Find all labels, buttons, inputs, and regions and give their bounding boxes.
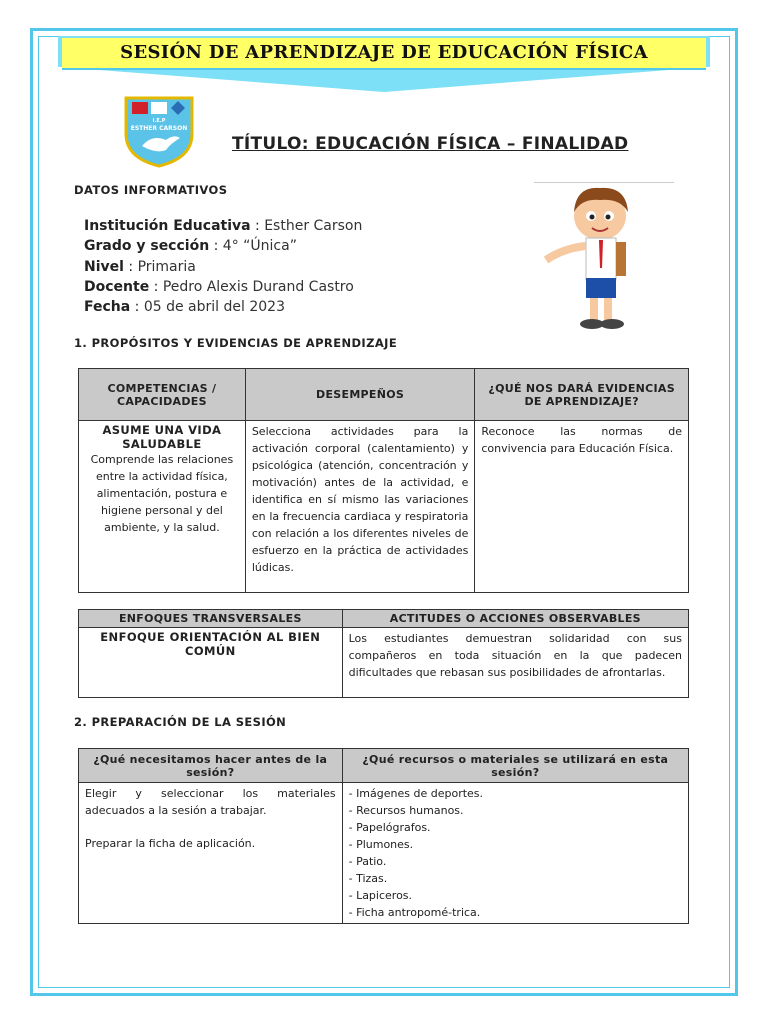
column-header: COMPETENCIAS / CAPACIDADES bbox=[79, 369, 246, 421]
section2-heading: 2. PREPARACIÓN DE LA SESIÓN bbox=[74, 715, 287, 729]
preparacion-table bbox=[78, 748, 689, 924]
column-header: DESEMPEÑOS bbox=[245, 369, 475, 421]
recursos-list bbox=[349, 785, 682, 921]
antes-item: Elegir y seleccionar los materiales adecuados a la sesión a trabajar. bbox=[85, 787, 336, 817]
recurso-item: - Recursos humanos. bbox=[349, 802, 682, 819]
logo-abbr: I.E.P bbox=[152, 118, 166, 124]
enfoque-cell: ENFOQUE ORIENTACIÓN AL BIEN COMÚN bbox=[79, 628, 343, 698]
student-illustration bbox=[536, 178, 676, 336]
column-header: ¿Qué necesitamos hacer antes de la sesión? bbox=[79, 749, 343, 783]
datos-row: Nivel : Primaria bbox=[84, 258, 196, 275]
propositos-table bbox=[78, 368, 689, 593]
datos-row: Grado y sección : 4° “Única” bbox=[84, 238, 297, 255]
recurso-item: - Patio. bbox=[349, 853, 682, 870]
datos-row: Fecha : 05 de abril del 2023 bbox=[84, 299, 285, 316]
competencia-body: Comprende las relaciones entre la actividad física, alimentación, postura e higiene personal y del ambiente, y la salud. bbox=[90, 453, 234, 534]
competencia-title: ASUME UNA VIDA SALUDABLE bbox=[102, 423, 222, 451]
section1-heading: 1. PROPÓSITOS Y EVIDENCIAS DE APRENDIZAJE bbox=[74, 336, 398, 350]
column-header: ¿Qué recursos o materiales se utilizará en esta sesión? bbox=[342, 749, 688, 783]
logo-school-name: ESTHER CARSON bbox=[130, 125, 188, 132]
school-logo bbox=[122, 94, 196, 168]
recurso-item: - Ficha antropomé-trica. bbox=[349, 904, 682, 921]
column-header: ¿QUÉ NOS DARÁ EVIDENCIAS DE APRENDIZAJE? bbox=[475, 369, 689, 421]
antes-item: Preparar la ficha de aplicación. bbox=[85, 837, 256, 850]
datos-row: Docente : Pedro Alexis Durand Castro bbox=[84, 278, 354, 295]
datos-informativos bbox=[84, 216, 362, 317]
recurso-item: - Papelógrafos. bbox=[349, 819, 682, 836]
page-title: TÍTULO: EDUCACIÓN FÍSICA – FINALIDAD bbox=[232, 134, 629, 154]
column-header: ACTITUDES O ACCIONES OBSERVABLES bbox=[342, 610, 688, 628]
banner-title: SESIÓN DE APRENDIZAJE DE EDUCACIÓN FÍSICA bbox=[120, 42, 648, 63]
recurso-item: - Plumones. bbox=[349, 836, 682, 853]
evidencia-cell: Reconoce las normas de convivencia para Educación Física. bbox=[475, 421, 689, 593]
column-header: ENFOQUES TRANSVERSALES bbox=[79, 610, 343, 628]
actitud-cell: Los estudiantes demuestran solidaridad con sus compañeros en toda situación en la que padecen dificultades que rebasan sus posibilidades de afrontarlas. bbox=[342, 628, 688, 698]
datos-heading: DATOS INFORMATIVOS bbox=[74, 183, 228, 197]
recurso-item: - Tizas. bbox=[349, 870, 682, 887]
enfoques-table bbox=[78, 609, 689, 698]
recurso-item: - Lapiceros. bbox=[349, 887, 682, 904]
desempeno-cell: Selecciona actividades para la activación corporal (calentamiento) y psicológica (atención, concentración y motivación) antes de la actividad, e identifica en sí mismo las variaciones en la frecuencia cardiaca y respiratoria con relación a los diferentes niveles de esfuerzo en la práctica de actividades lúdicas. bbox=[245, 421, 475, 593]
datos-row: Institución Educativa : Esther Carson bbox=[84, 218, 363, 234]
recurso-item: - Imágenes de deportes. bbox=[349, 785, 682, 802]
